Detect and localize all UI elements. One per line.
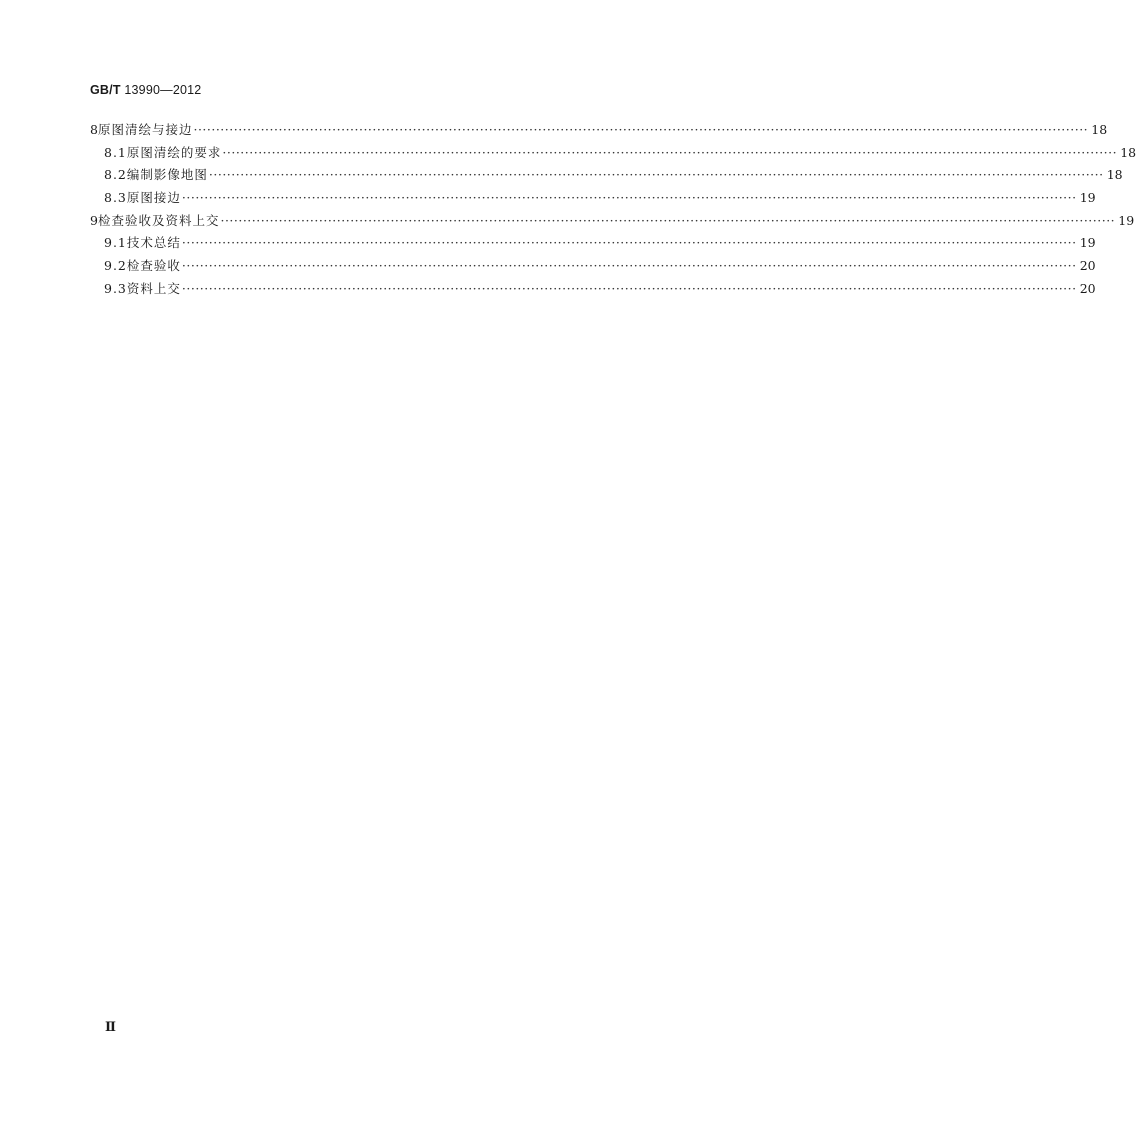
toc-entry[interactable] [90,164,1123,187]
toc-entry[interactable] [90,210,1135,233]
toc-entry-title: 检查验收 [126,258,181,274]
toc-entry-title: 编制影像地图 [126,167,208,183]
toc-entry-number: 8.3 [104,190,127,206]
toc-entry-number: 8 [90,122,98,137]
toc-leader-dots: ········································································································································································································ [181,280,1077,296]
toc-entry-title: 原图接边 [126,190,181,206]
toc-entry-title: 技术总结 [126,235,181,251]
toc-entry[interactable] [90,232,1096,255]
toc-entry-page: 19 [1118,212,1135,228]
toc-leader-dots: ········································································································································································································ [220,212,1116,228]
toc-entry-page: 18 [1120,144,1136,160]
toc-entry-number: 9.3 [104,280,127,296]
toc-entry-page: 20 [1079,280,1096,296]
toc-entry-number: 8.2 [104,167,127,183]
toc-entry-number: 9.1 [104,235,127,251]
toc-leader-dots: ········································································································································································································ [181,190,1077,206]
toc-entry[interactable] [90,119,1108,142]
standard-code: GB/T [90,83,121,97]
toc-entry[interactable] [90,278,1096,301]
toc-entry[interactable] [90,255,1096,278]
toc-entry-page: 20 [1079,258,1096,274]
document-header [90,83,201,97]
toc-entry[interactable] [90,142,1136,165]
toc-leader-dots: ········································································································································································································ [193,122,1089,137]
toc-leader-dots: ········································································································································································································ [208,167,1104,183]
toc-entry-page: 18 [1106,167,1123,183]
toc-leader-dots: ········································································································································································································ [181,235,1077,251]
toc-leader-dots: ········································································································································································································ [222,144,1118,160]
table-of-contents [90,119,1136,301]
toc-entry-title: 检查验收及资料上交 [97,212,220,228]
toc-entry-page: 19 [1079,190,1096,206]
toc-entry[interactable] [90,187,1096,210]
toc-entry-page: 19 [1079,235,1096,251]
toc-leader-dots: ········································································································································································································ [181,258,1077,274]
standard-number: 13990—2012 [124,83,202,97]
page-numeral: Ⅱ [105,1020,116,1035]
toc-entry-number: 9.2 [104,258,127,274]
toc-entry-title: 原图清绘与接边 [97,122,193,137]
toc-entry-number: 9 [90,212,98,228]
toc-entry-title: 资料上交 [126,280,181,296]
toc-entry-title: 原图清绘的要求 [126,144,222,160]
toc-entry-page: 18 [1091,122,1108,137]
toc-entry-number: 8.1 [104,144,127,160]
